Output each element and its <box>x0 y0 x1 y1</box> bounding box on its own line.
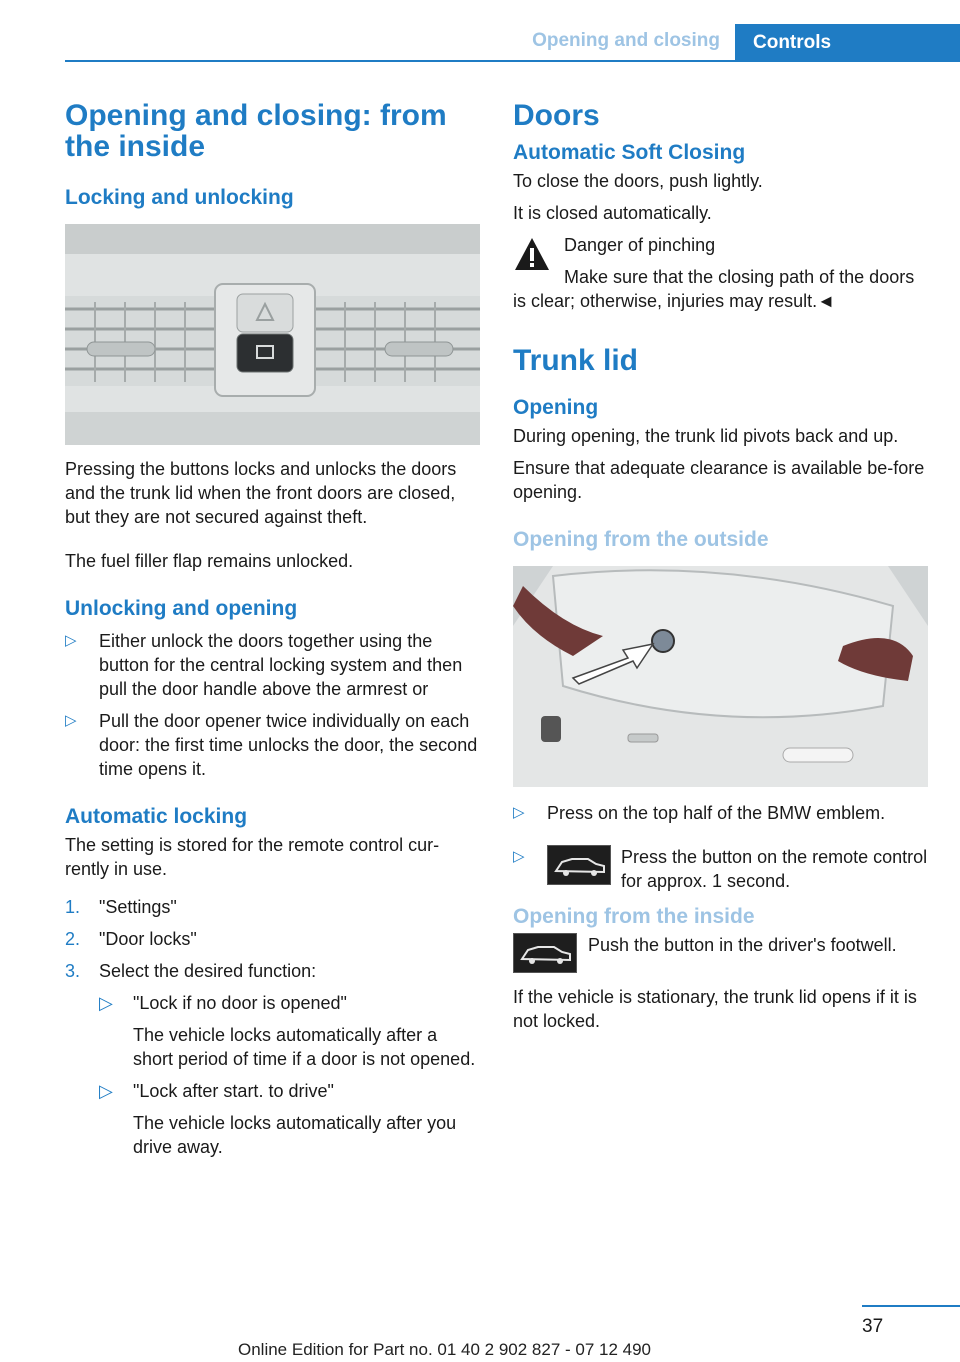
vent-panel-illustration <box>65 224 480 445</box>
warning-title: Danger of pinching <box>564 235 716 255</box>
outside-heading: Opening from the outside <box>513 528 769 551</box>
soft-closing-text-1: To close the doors, push lightly. <box>513 171 763 191</box>
settings-steps <box>65 895 480 1159</box>
page-title: Opening and closing: from the inside <box>65 99 447 163</box>
stationary-text: If the vehicle is stationary, the trunk lid opens if it is not locked. <box>513 987 917 1031</box>
trunk-illustration <box>513 566 928 787</box>
option-description: The vehicle locks automatically after a short period of time if a door is not opened. <box>133 1025 476 1069</box>
triangle-right-icon: ▷ <box>99 1081 113 1101</box>
list-item: ▷ Either unlock the doors together using the button for the central locking system and then pull the door handle above the armrest or <box>65 631 463 699</box>
list-item: ▷ "Lock after start. to drive" The vehicle locks automatically after you drive away. <box>99 1079 480 1159</box>
option-description: The vehicle locks automatically after you drive away. <box>133 1113 457 1157</box>
right-column <box>513 100 928 1033</box>
header-rule <box>65 60 960 62</box>
opening-text-1: During opening, the trunk lid pivots back and up. <box>513 426 899 446</box>
unlocking-heading: Unlocking and opening <box>65 597 298 620</box>
inside-row <box>513 933 928 977</box>
opening-heading: Opening <box>513 396 599 419</box>
warning-text: Make sure that the closing path of the doors is clear; otherwise, injuries may result.◄ <box>513 267 915 311</box>
header-section-title: Opening and closing <box>532 30 720 51</box>
doors-title: Doors <box>513 99 600 132</box>
soft-closing-text-2: It is closed automatically. <box>513 203 712 223</box>
triangle-right-icon: ▷ <box>65 632 77 649</box>
car-trunk-icon <box>513 933 577 973</box>
car-trunk-icon <box>547 845 611 885</box>
soft-closing-heading: Automatic Soft Closing <box>513 141 746 164</box>
unlocking-list <box>65 629 480 781</box>
list-item: 1. "Settings" <box>65 897 177 917</box>
list-item: 2. "Door locks" <box>65 929 197 949</box>
trunk-emblem-image <box>513 566 928 787</box>
page-number: 37 <box>862 1316 884 1337</box>
locking-buttons-image <box>65 224 480 445</box>
triangle-right-icon: ▷ <box>65 712 77 729</box>
list-item: 3. Select the desired function: ▷ "Lock if no door is opened" The vehicle locks automatically after a short period of time if a door is not opened. ▷ "Lock after start. to drive" The vehicle locks automatically after you drive away. <box>65 959 480 1159</box>
edition-note: Online Edition for Part no. 01 40 2 902 827 - 07 12 490 <box>238 1340 652 1359</box>
inside-heading: Opening from the inside <box>513 905 755 928</box>
header-tab-controls: Controls <box>735 24 960 62</box>
left-column <box>65 100 480 1159</box>
footer-rule <box>862 1305 960 1307</box>
function-options <box>99 991 480 1159</box>
fuel-text: The fuel filler flap remains unlocked. <box>65 551 354 571</box>
triangle-right-icon: ▷ <box>513 804 525 821</box>
list-item: ▷ Press the button on the remote control for approx. 1 second. <box>513 847 928 891</box>
trunk-lid-title: Trunk lid <box>513 344 639 377</box>
inside-text: Push the button in the driver's footwell. <box>588 935 897 955</box>
triangle-right-icon: ▷ <box>99 993 113 1013</box>
list-item: ▷ Pull the door opener twice individually on each door: the first time unlocks the door, the second time opens it. <box>65 711 478 779</box>
list-item: ▷ "Lock if no door is opened" The vehicle locks automatically after a short period of time if a door is not opened. <box>99 991 480 1071</box>
triangle-right-icon: ▷ <box>513 848 525 865</box>
automatic-locking-text: The setting is stored for the remote control cur‐rently in use. <box>65 835 440 879</box>
list-item: ▷ Press on the top half of the BMW emblem. <box>513 803 886 823</box>
outside-list <box>513 801 928 893</box>
automatic-locking-heading: Automatic locking <box>65 805 248 828</box>
opening-text-2: Ensure that adequate clearance is available be‐fore opening. <box>513 458 925 502</box>
locking-heading: Locking and unlocking <box>65 186 294 209</box>
warning-block <box>513 233 928 309</box>
locking-text: Pressing the buttons locks and unlocks the doors and the trunk lid when the front doors are closed, but they are not secured against theft. <box>65 459 457 527</box>
